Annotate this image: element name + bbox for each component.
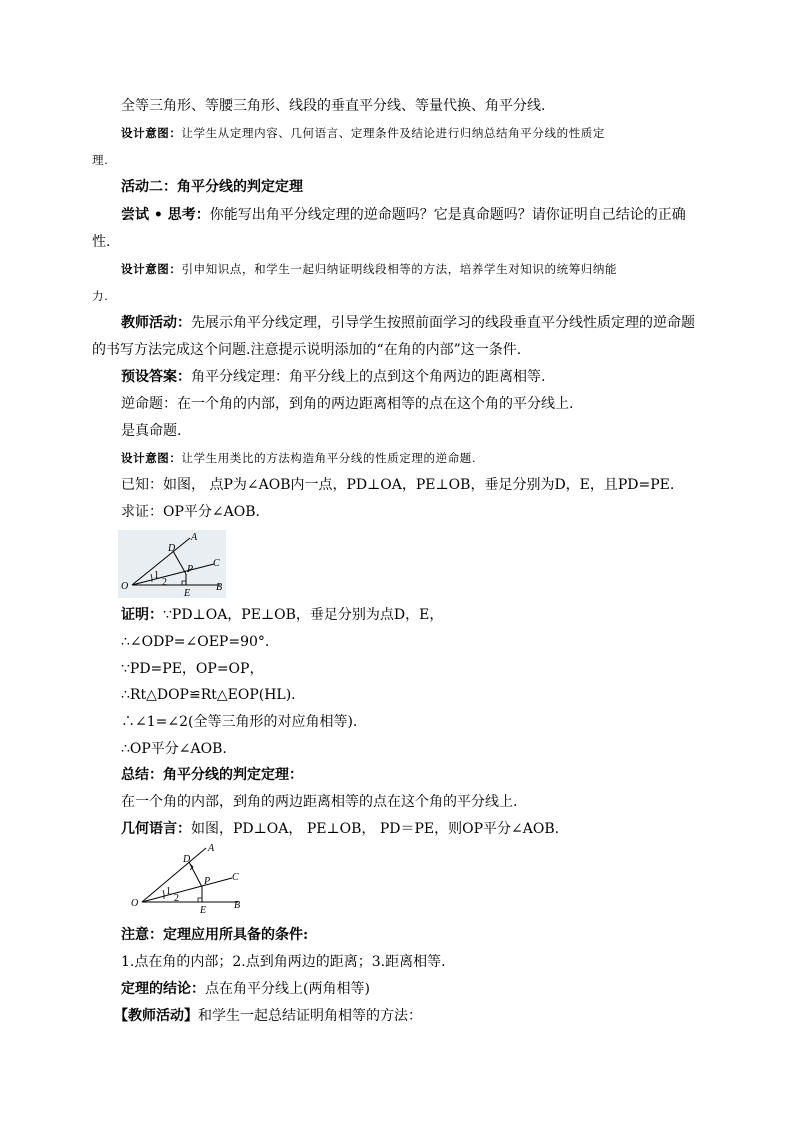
label-c: C [213, 558, 220, 569]
note-heading: 注意：定理应用所具备的条件: [121, 927, 309, 943]
text-line: 在一个角的内部，到角的两边距离相等的点在这个角的平分线上. [121, 794, 518, 810]
segment-pd [189, 862, 202, 887]
label-p: P [204, 876, 211, 887]
text-line: 1.点在角的内部；2.点到角两边的距离；3.距离相等. [121, 954, 446, 970]
prove-statement: 求证：OP平分∠AOB. [121, 504, 260, 520]
text-line: 逆命题：在一个角的内部，到角的两边距离相等的点在这个角的平分线上. [121, 396, 574, 412]
text-line: 全等三角形、等腰三角形、线段的垂直平分线、等量代换、角平分线. [121, 98, 546, 114]
label-preset-answer: 预设答案： [121, 369, 191, 385]
label-a: A [208, 843, 215, 854]
text-line: 力. [92, 289, 109, 303]
proof-step: ∴Rt△DOP≌Rt△EOP(HL). [121, 687, 296, 703]
label-p: P [187, 564, 194, 575]
label-e: E [184, 588, 191, 598]
label-teacher-activity: 教师活动： [121, 315, 191, 331]
angle-bisector-figure-2 [128, 842, 244, 914]
text-line: 你能写出角平分线定理的逆命题吗？它是真命题吗？请你证明自己结论的正确 [209, 207, 686, 223]
label-theorem-conclusion: 定理的结论： [121, 981, 205, 997]
label-angle-2: 2 [162, 577, 167, 588]
text-line: 性. [92, 234, 111, 250]
label-c: C [232, 872, 239, 883]
text-line: 的书写方法完成这个问题.注意提示说明添加的“在角的内部”这一条件. [92, 342, 522, 358]
teacher-activity-paragraph [121, 314, 695, 332]
label-geometry-language: 几何语言： [121, 821, 191, 837]
label-design-intent: 设计意图： [121, 126, 182, 140]
label-angle-1: 1 [166, 886, 171, 897]
figure-background [118, 530, 226, 598]
preset-answer-paragraph [121, 368, 545, 386]
summary-heading: 总结：角平分线的判定定理： [121, 767, 303, 783]
text-line: 引申知识点，和学生一起归纳证明线段相等的方法，培养学生对知识的统筹归纳能 [181, 262, 618, 276]
label-d: D [168, 543, 176, 554]
proof-step: ∵PD=PE，OP=OP， [121, 661, 264, 677]
conclusion-paragraph [121, 980, 370, 998]
label-b: B [234, 900, 241, 911]
text-line: 如图，PD⊥OA， PE⊥OB， PD＝PE，则OP平分∠AOB. [191, 821, 560, 837]
label-design-intent: 设计意图： [121, 262, 182, 276]
label-d: D [183, 854, 191, 865]
text-line: 先展示角平分线定理，引导学生按照前面学习的线段垂直平分线性质定理的逆命题 [191, 315, 695, 331]
proof-step: ∴∠1=∠2(全等三角形的对应角相等). [121, 714, 358, 730]
text-line: 让学生用类比的方法构造角平分线的性质定理的逆命题. [181, 451, 477, 465]
angle-bisector-figure-1 [118, 530, 226, 598]
section-heading: 活动二：角平分线的判定定理 [121, 179, 303, 195]
geometry-language-paragraph [121, 820, 559, 838]
label-angle-1: 1 [154, 570, 159, 581]
label-e: E [200, 905, 207, 914]
proof-paragraph [121, 606, 443, 624]
label-teacher-activity-bracket: 【教师活动】 [114, 1008, 198, 1024]
label-angle-2: 2 [174, 893, 179, 904]
try-think-paragraph [121, 206, 686, 224]
text-line: 理. [92, 153, 109, 167]
label-o: O [121, 581, 129, 592]
proof-step: ∴OP平分∠AOB. [121, 741, 227, 757]
label-proof: 证明： [121, 607, 163, 623]
text-line: 点在角平分线上(两角相等) [205, 981, 370, 997]
text-line: 和学生一起总结证明角相等的方法： [198, 1008, 422, 1024]
given-statement: 已知：如图， 点P为∠AOB内一点，PD⊥OA，PE⊥OB，垂足分别为D，E，且PD=PE. [121, 477, 675, 493]
label-o: O [131, 898, 139, 909]
text-line: ∵PD⊥OA，PE⊥OB，垂足分别为点D，E， [163, 607, 444, 623]
design-intent-paragraph [121, 260, 617, 278]
label-design-intent: 设计意图： [121, 451, 182, 465]
text-line: 让学生从定理内容、几何语言、定理条件及结论进行归纳总结角平分线的性质定 [181, 126, 605, 140]
design-intent-paragraph [121, 449, 476, 467]
label-try-think: 尝试 • 思考： [121, 207, 210, 223]
angle-arc [163, 890, 164, 899]
text-line: 角平分线定理：角平分线上的点到这个角两边的距离相等. [191, 369, 546, 385]
label-b: B [216, 582, 223, 593]
design-intent-paragraph [121, 124, 605, 142]
text-line: 是真命题. [121, 423, 182, 439]
teacher-activity-paragraph [114, 1007, 422, 1025]
right-angle-mark-e [198, 898, 202, 902]
label-a: A [191, 532, 198, 543]
proof-step: ∴∠ODP=∠OEP=90°. [121, 634, 270, 650]
